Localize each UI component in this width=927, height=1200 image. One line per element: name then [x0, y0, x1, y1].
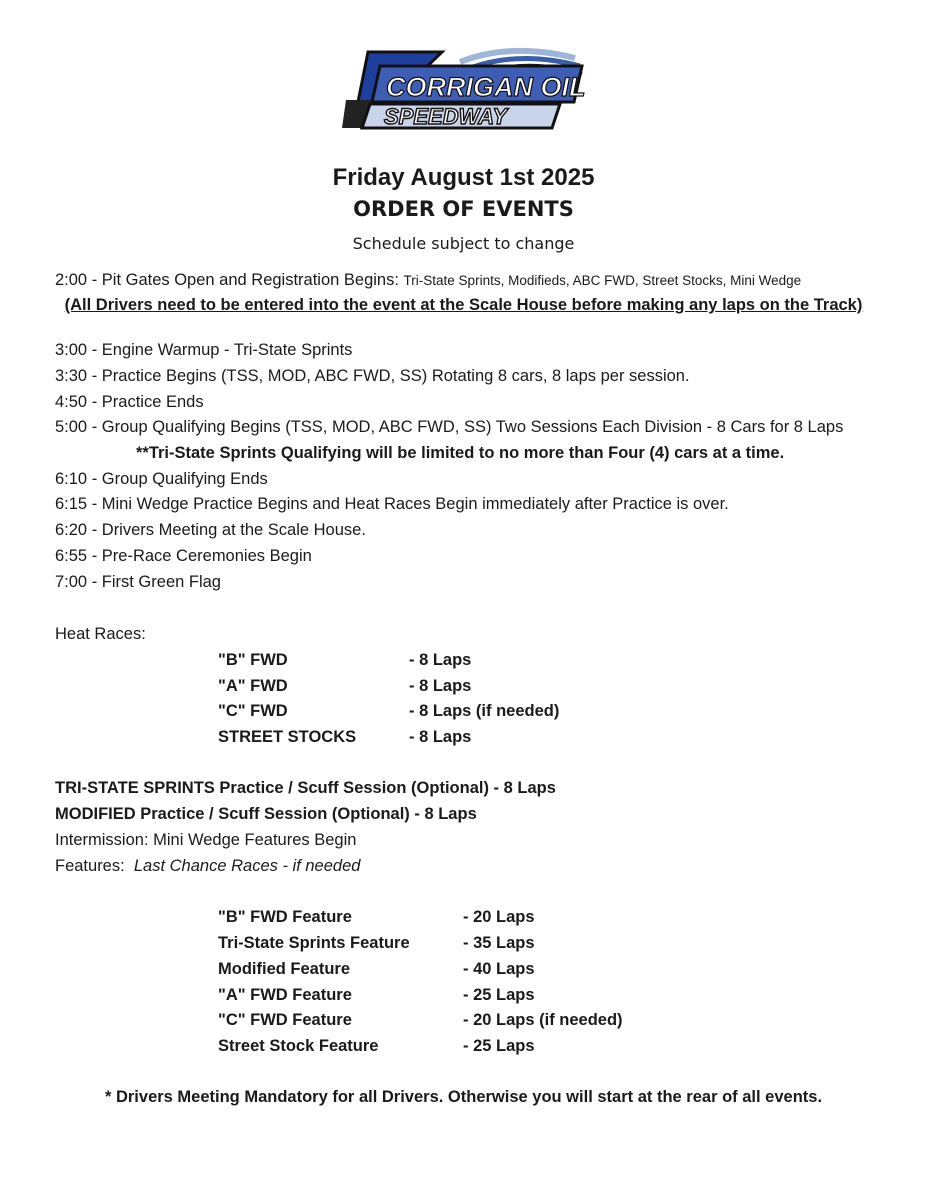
tss-practice-session: TRI-STATE SPRINTS Practice / Scuff Session (Optional) - 8 Laps [55, 779, 556, 797]
pit-gates-text: 2:00 - Pit Gates Open and Registration Begins: [55, 271, 399, 289]
feature-laps: - 20 Laps (if needed) [463, 1011, 623, 1029]
feature-laps: - 35 Laps [463, 934, 535, 952]
schedule-item: 6:10 - Group Qualifying Ends [55, 470, 268, 488]
intermission-line: Intermission: Mini Wedge Features Begin [55, 831, 357, 849]
schedule-item: 6:20 - Drivers Meeting at the Scale House. [55, 521, 366, 539]
heat-name: STREET STOCKS [218, 728, 357, 746]
schedule-item: 6:15 - Mini Wedge Practice Begins and Heat Races Begin immediately after Practice is over. [55, 495, 729, 513]
page-title: ORDER OF EVENTS [353, 197, 574, 221]
features-label: Features: [55, 857, 125, 875]
feature-name: "C" FWD Feature [218, 1011, 352, 1029]
feature-laps: - 40 Laps [463, 960, 535, 978]
logo-line1: CORRIGAN OIL [386, 72, 586, 102]
heat-laps: - 8 Laps [409, 677, 472, 695]
schedule-item: 4:50 - Practice Ends [55, 393, 204, 411]
heat-name: "B" FWD [218, 651, 288, 669]
qualifying-note: **Tri-State Sprints Qualifying will be limited to no more than Four (4) cars at a time. [136, 444, 785, 462]
pit-gates-line [55, 271, 801, 290]
mod-practice-session: MODIFIED Practice / Scuff Session (Optional) - 8 Laps [55, 805, 477, 823]
feature-name: Modified Feature [218, 960, 351, 978]
feature-name: Street Stock Feature [218, 1037, 379, 1055]
feature-laps: - 25 Laps [463, 986, 535, 1004]
heat-laps: - 8 Laps (if needed) [409, 702, 560, 720]
event-date: Friday August 1st 2025 [332, 164, 595, 191]
features-note: Last Chance Races - if needed [133, 857, 361, 875]
heat-laps: - 8 Laps [409, 651, 472, 669]
schedule-item: 3:00 - Engine Warmup - Tri-State Sprints [55, 341, 353, 359]
heat-races-label: Heat Races: [55, 625, 146, 643]
logo-line2: SPEEDWAY [384, 104, 508, 129]
page-subtitle: Schedule subject to change [352, 234, 575, 253]
speedway-logo [340, 40, 590, 140]
pit-classes: Tri-State Sprints, Modifieds, ABC FWD, Street Stocks, Mini Wedge [403, 273, 802, 288]
features-line [55, 857, 360, 876]
schedule-item: 6:55 - Pre-Race Ceremonies Begin [55, 547, 312, 565]
feature-laps: - 20 Laps [463, 908, 535, 926]
feature-name: Tri-State Sprints Feature [218, 934, 410, 952]
schedule-item: 3:30 - Practice Begins (TSS, MOD, ABC FWD, SS) Rotating 8 cars, 8 laps per session. [55, 367, 690, 385]
heat-laps: - 8 Laps [409, 728, 472, 746]
schedule-item: 7:00 - First Green Flag [55, 573, 221, 591]
schedule-item: 5:00 - Group Qualifying Begins (TSS, MOD, ABC FWD, SS) Two Sessions Each Division - 8 Cars for 8 Laps [55, 418, 844, 436]
feature-laps: - 25 Laps [463, 1037, 535, 1055]
feature-name: "A" FWD Feature [218, 986, 352, 1004]
feature-name: "B" FWD Feature [218, 908, 352, 926]
footer-note: * Drivers Meeting Mandatory for all Drivers. Otherwise you will start at the rear of all events. [104, 1088, 823, 1106]
heat-name: "C" FWD [218, 702, 288, 720]
registration-notice: (All Drivers need to be entered into the event at the Scale House before making any laps on the Track) [64, 296, 863, 314]
heat-name: "A" FWD [218, 677, 288, 695]
